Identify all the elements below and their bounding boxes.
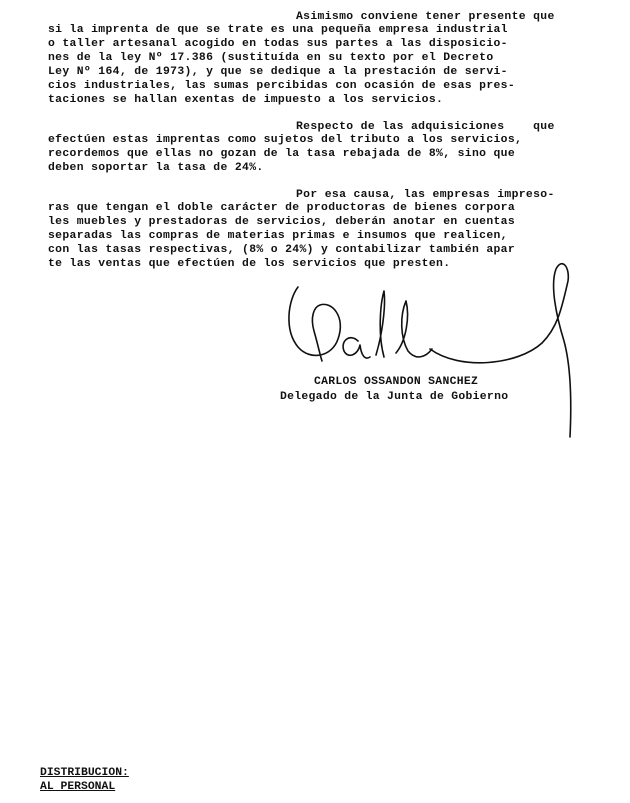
paragraph-2-line: deben soportar la tasa de 24%. [48,162,264,174]
paragraph-1-line: si la imprenta de que se trate es una pequeña empresa industrial [48,24,508,36]
paragraph-3-line: con las tasas respectivas, (8% o 24%) y contabilizar también apar [48,244,516,256]
paragraph-1-line: Asimismo conviene tener presente que [296,11,555,23]
paragraph-1-line: o taller artesanal acogido en todas sus partes a las disposicio- [48,38,508,50]
paragraph-1-line: cios industriales, las sumas percibidas con ocasión de esas pres- [48,80,516,92]
paragraph-1-line: Ley Nº 164, de 1973), y que se dedique a la prestación de servi- [48,66,508,78]
handwritten-signature [280,245,600,445]
paragraph-3-line: Por esa causa, las empresas impreso- [296,189,555,201]
paragraph-3-line: te las ventas que efectúen de los servicios que presten. [48,258,451,270]
distribution-recipient: AL PERSONAL [40,781,116,793]
paragraph-3-line: les muebles y prestadoras de servicios, deberán anotar en cuentas [48,216,516,228]
paragraph-2-line: recordemos que ellas no gozan de la tasa rebajada de 8%, sino que [48,148,516,160]
distribution-heading: DISTRIBUCION: [40,767,129,779]
paragraph-1-line: nes de la ley Nº 17.386 (sustituída en su texto por el Decreto [48,52,494,64]
paragraph-3-line: ras que tengan el doble carácter de productoras de bienes corpora [48,202,516,214]
signatory-name: CARLOS OSSANDON SANCHEZ [314,376,479,388]
paragraph-1-line: taciones se hallan exentas de impuesto a los servicios. [48,94,444,106]
paragraph-3-line: separadas las compras de materias primas e insumos que realicen, [48,230,508,242]
signatory-title: Delegado de la Junta de Gobierno [280,391,509,403]
paragraph-2-line: Respecto de las adquisiciones que [296,121,555,133]
paragraph-2-line: efectúen estas imprentas como sujetos del tributo a los servicios, [48,134,523,146]
